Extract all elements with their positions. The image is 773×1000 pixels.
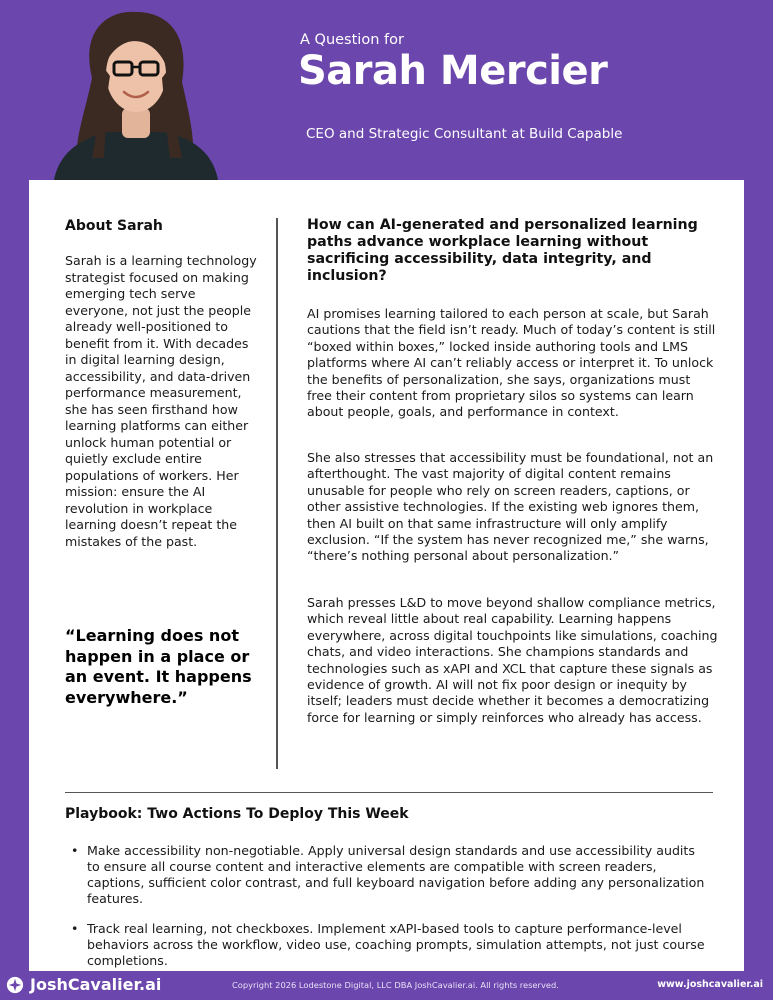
footer-logo[interactable]: [6, 975, 161, 994]
website-link[interactable]: www.joshcavalier.ai: [657, 979, 763, 990]
answer-paragraph-1: AI promises learning tailored to each person at scale, but Sarah cautions that the field isn’t ready. Much of today’s content is still “boxed within boxes,” locked inside authoring tools and LMS platforms where AI can’t reliably access or interpret it. To unlock the benefits of personalization, she says, organizations must free their content from proprietary silos so systems can learn about people, goals, and performance in context.: [307, 306, 716, 420]
answer-paragraph-2: She also stresses that accessibility must be foundational, not an afterthought. The vast majority of digital content remains unusable for people who rely on screen readers, captions, or other assistive technologies. If the existing web ignores them, then AI built on that same infrastructure will only amplify exclusion. “If the system has never recognized me,” she warns, “there’s nothing personal about personalization.”: [307, 450, 714, 564]
person-name: Sarah Mercier: [298, 48, 608, 94]
list-item: [65, 843, 705, 907]
bullet: •: [71, 921, 79, 936]
about-body: Sarah is a learning technology strategist focused on making emerging tech serve everyone, not just the people already well-positioned to benefit from it. With decades in digital learning design, accessibility, and data-driven performance measurement, she has seen firsthand how learning platforms can either unlock human potential or quietly exclude entire populations of workers. Her mission: ensure the AI revolution in workplace learning doesn’t repeat the mistakes of the past.: [65, 253, 257, 549]
portrait-photo: [40, 8, 228, 180]
person-role: CEO and Strategic Consultant at Build Capable: [306, 126, 623, 142]
pull-quote: “Learning does not happen in a place or an event. It happens everywhere.”: [65, 626, 252, 707]
sparkle-logo-icon: [6, 976, 24, 994]
playbook-item-text: Make accessibility non-negotiable. Apply universal design standards and use accessibility audits to ensure all course content and interactive elements are compatible with screen readers, captions, sufficient color contrast, and full keyboard navigation before adding any personalization features.: [87, 843, 705, 906]
list-item: [65, 921, 705, 969]
question-heading: How can AI-generated and personalized learning paths advance workplace learning without sacrificing accessibility, data integrity, and inclusion?: [307, 217, 698, 284]
eyebrow-label: A Question for: [300, 32, 404, 48]
logo-text: JoshCavalier.ai: [30, 975, 162, 994]
playbook-heading: Playbook: Two Actions To Deploy This Week: [65, 806, 409, 822]
copyright-text: Copyright 2026 Lodestone Digital, LLC DBA JoshCavalier.ai. All rights reserved.: [232, 980, 559, 990]
playbook-list: [65, 843, 705, 983]
section-divider: [65, 792, 713, 793]
column-divider: [276, 218, 278, 769]
about-heading: About Sarah: [65, 218, 163, 234]
bullet: •: [71, 843, 79, 858]
answer-paragraph-3: Sarah presses L&D to move beyond shallow compliance metrics, which reveal little about real capability. Learning happens everywhere, across digital touchpoints like simulations, coaching chats, and video interactions. She champions standards and technologies such as xAPI and XCL that capture these signals as evidence of growth. AI will not fix poor design or inequity by itself; leaders must decide whether it becomes a democratizing force for learning or simply reinforces who already has access.: [307, 595, 718, 725]
playbook-item-text: Track real learning, not checkboxes. Implement xAPI-based tools to capture performance-level behaviors across the workflow, video use, coaching prompts, simulation attempts, not just course completions.: [87, 921, 705, 968]
